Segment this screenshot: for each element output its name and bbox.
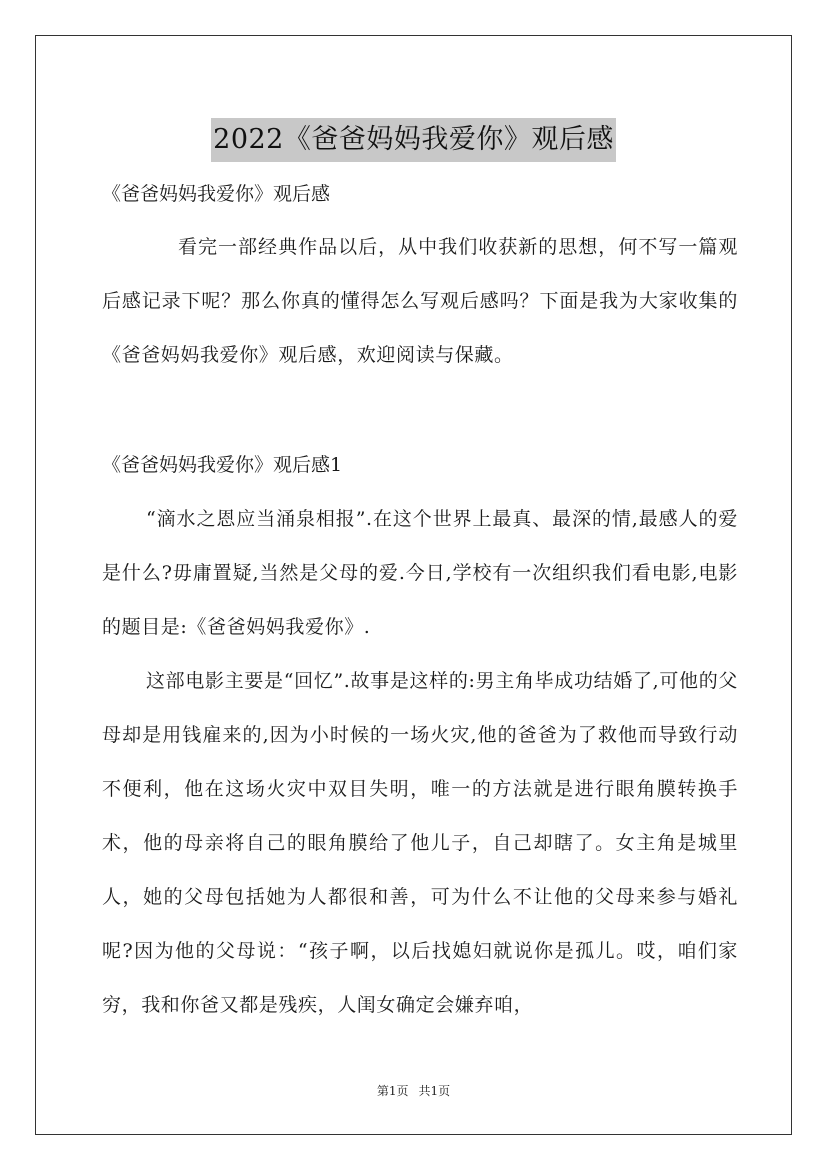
intro-block [102, 220, 738, 382]
section1-paragraph-1: “滴水之恩应当涌泉相报”.在这个世界上最真、最深的情,最感人的爱是什么?毋庸置疑,当然是父母的爱.今日,学校有一次组织我们看电影,电影的题目是:《爸爸妈妈我爱你》. [102, 508, 738, 638]
page-footer [0, 1082, 827, 1099]
intro-paragraph: 看完一部经典作品以后，从中我们收获新的思想，何不写一篇观后感记录下呢？那么你真的懂得怎么写观后感吗？下面是我为大家收集的《爸爸妈妈我爱你》观后感，欢迎阅读与保藏。 [102, 236, 738, 366]
section1-heading: 《爸爸妈妈我爱你》观后感1 [102, 454, 343, 476]
page-current: 第1页 [376, 1084, 409, 1098]
title-container [0, 100, 827, 180]
intro-heading: 《爸爸妈妈我爱你》观后感 [102, 183, 331, 205]
document-title: 2022《爸爸妈妈我爱你》观后感 [211, 118, 616, 162]
section1-paragraph-2: 这部电影主要是“回忆”.故事是这样的:男主角毕成功结婚了,可他的父母却是用钱雇来的,因为小时候的一场火灾,他的爸爸为了救他而导致行动不便利，他在这场火灾中双目失明，唯一的方法就是进行眼角膜转换手术，他的母亲将自己的眼角膜给了他儿子，自己却瞎了。女主角是城里人，她的父母包括她为人都很和善，可为什么不让他的父母来参与婚礼呢?因为他的父母说：“孩子啊，以后找媳妇就说你是孤儿。哎，咱们家穷，我和你爸又都是残疾，人闺女确定会嫌弃咱， [102, 670, 738, 1016]
section1-body [102, 492, 738, 1032]
page-total: 共1页 [418, 1084, 451, 1098]
